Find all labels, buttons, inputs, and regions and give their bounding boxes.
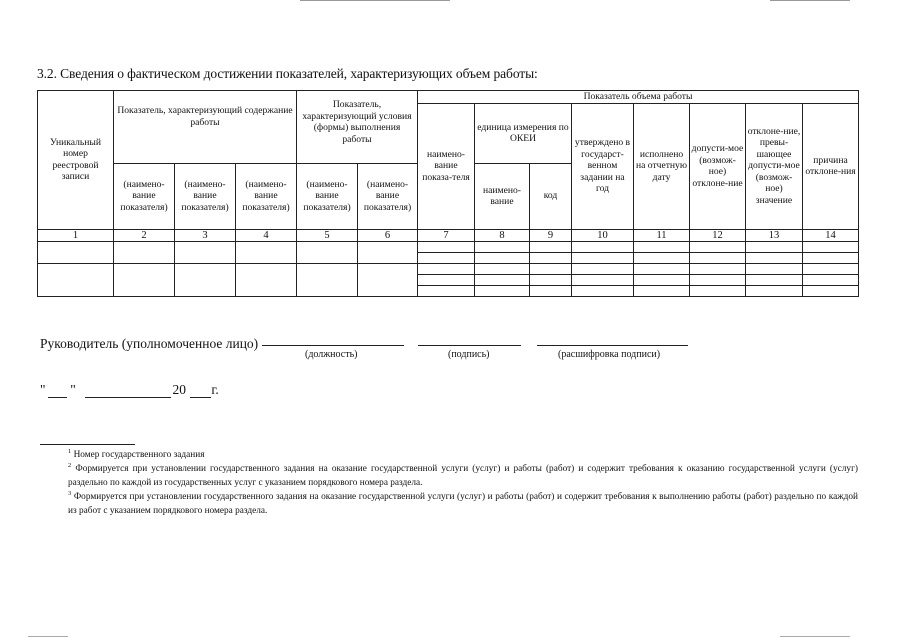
table-cell xyxy=(475,274,530,285)
table-cell xyxy=(530,285,572,296)
column-number: 14 xyxy=(803,229,859,241)
column-number: 10 xyxy=(572,229,634,241)
column-number: 6 xyxy=(358,229,418,241)
table-cell xyxy=(634,274,690,285)
table-cell xyxy=(746,241,803,252)
table-cell xyxy=(690,263,746,274)
table-cell xyxy=(358,241,418,263)
column-number: 7 xyxy=(418,229,475,241)
position-caption: (должность) xyxy=(305,349,358,360)
footnotes xyxy=(40,448,858,518)
footnote-separator xyxy=(40,444,135,445)
signature-decoding-field[interactable] xyxy=(537,345,688,346)
year-underline xyxy=(190,397,211,398)
table-cell xyxy=(114,241,175,263)
table-cell xyxy=(38,241,114,263)
decoding-caption: (расшифровка подписи) xyxy=(558,349,661,360)
header-volume-group: Показатель объема работы xyxy=(418,91,859,104)
section-title: 3.2. Сведения о фактическом достижении показателей, характеризующих объем работы: xyxy=(37,66,538,81)
month-underline xyxy=(85,397,171,398)
table-cell xyxy=(572,252,634,263)
header-conditions-group: Показатель, характеризующий условия (формы) выполнения работы xyxy=(297,91,418,164)
subheader-unit-code: код xyxy=(530,163,572,229)
date-close-quote: " xyxy=(70,382,76,397)
subheader-content-2: (наимено-вание показателя) xyxy=(175,163,236,229)
day-underline xyxy=(48,397,67,398)
work-volume-table xyxy=(37,90,859,297)
subheader-conditions-2: (наимено-вание показателя) xyxy=(358,163,418,229)
subheader-content-3: (наимено-вание показателя) xyxy=(236,163,297,229)
column-number: 1 xyxy=(38,229,114,241)
table-cell xyxy=(634,252,690,263)
table-cell xyxy=(38,263,114,296)
footnote-text: Формируется при установлении государственного задания на оказание государственной услуги (услуг) и работы (работ) и содержит требования к выполнению работы (работ) раздельно по каждой из работ с указанием порядкового номера раздела. xyxy=(68,492,858,516)
table-cell xyxy=(803,263,859,274)
table-cell xyxy=(475,263,530,274)
table-cell xyxy=(746,274,803,285)
table-cell xyxy=(297,263,358,296)
table-cell xyxy=(690,285,746,296)
scan-edge-line xyxy=(770,0,850,1)
header-unit-group: единица измерения по ОКЕИ xyxy=(475,103,572,163)
scan-edge-line xyxy=(28,636,68,637)
footnote-text: Формируется при установлении государственного задания на оказание государственной услуги (услуг) и работы (работ) и содержит требования к оказанию государственной услуги (услуг) раздельно по каждой из государственных услуг с указанием порядкового номера раздела. xyxy=(68,464,858,488)
table-cell xyxy=(114,263,175,296)
table-cell xyxy=(236,241,297,263)
table-cell xyxy=(803,285,859,296)
table-cell xyxy=(746,285,803,296)
column-number: 12 xyxy=(690,229,746,241)
header-allowed-deviation: допусти-мое (возмож-ное) отклоне-ние xyxy=(690,103,746,229)
table-cell xyxy=(803,274,859,285)
table-cell xyxy=(418,274,475,285)
footnote-mark: 2 xyxy=(68,462,72,469)
table-cell xyxy=(572,241,634,252)
footnote-text: Номер государственного задания xyxy=(73,450,205,460)
signature-label: Руководитель (уполномоченное лицо) xyxy=(40,336,259,351)
table-cell xyxy=(418,241,475,252)
date-year-suffix: г. xyxy=(211,382,219,397)
footnote-2 xyxy=(40,462,858,490)
column-number-row xyxy=(38,229,859,241)
date-line xyxy=(40,382,219,398)
table-cell xyxy=(690,241,746,252)
table-cell xyxy=(530,263,572,274)
footnote-1 xyxy=(40,448,858,462)
header-content-group: Показатель, характеризующий содержание работы xyxy=(114,91,297,164)
signature-caption: (подпись) xyxy=(448,349,490,360)
table-cell xyxy=(530,241,572,252)
scan-edge-line xyxy=(300,0,450,1)
table-cell xyxy=(418,252,475,263)
table-cell xyxy=(572,285,634,296)
header-deviation-reason: причина отклоне-ния xyxy=(803,103,859,229)
subheader-conditions-1: (наимено-вание показателя) xyxy=(297,163,358,229)
scan-edge-line xyxy=(780,636,850,637)
table-cell xyxy=(634,263,690,274)
table-cell xyxy=(634,285,690,296)
header-executed: исполнено на отчетную дату xyxy=(634,103,690,229)
date-year-prefix: 20 xyxy=(172,382,187,397)
table-cell xyxy=(418,285,475,296)
column-number: 11 xyxy=(634,229,690,241)
column-number: 2 xyxy=(114,229,175,241)
table-cell xyxy=(297,241,358,263)
table-cell xyxy=(475,252,530,263)
subheader-unit-name: наимено-вание xyxy=(475,163,530,229)
table-cell xyxy=(475,285,530,296)
table-row xyxy=(38,241,859,252)
table-cell xyxy=(475,241,530,252)
signature-field[interactable] xyxy=(418,345,521,346)
date-open-quote: " xyxy=(40,382,46,397)
table-cell xyxy=(236,263,297,296)
header-approved: утверждено в государст-венном задании на год xyxy=(572,103,634,229)
table-cell xyxy=(690,274,746,285)
table-cell xyxy=(572,263,634,274)
header-unique-number: Уникальный номер реестровой записи xyxy=(38,91,114,230)
column-number: 13 xyxy=(746,229,803,241)
column-number: 4 xyxy=(236,229,297,241)
table-cell xyxy=(803,241,859,252)
subheader-content-1: (наимено-вание показателя) xyxy=(114,163,175,229)
table-cell xyxy=(634,241,690,252)
column-number: 8 xyxy=(475,229,530,241)
column-number: 5 xyxy=(297,229,358,241)
table-cell xyxy=(746,263,803,274)
table-cell xyxy=(572,274,634,285)
column-number: 9 xyxy=(530,229,572,241)
header-exceeding-deviation: отклоне-ние, превы-шающее допусти-мое (возмож-ное) значение xyxy=(746,103,803,229)
column-number: 3 xyxy=(175,229,236,241)
footnote-3 xyxy=(40,490,858,518)
header-indicator-name: наимено-вание показа-теля xyxy=(418,103,475,229)
table-cell xyxy=(530,274,572,285)
table-cell xyxy=(690,252,746,263)
table-cell xyxy=(358,263,418,296)
table-cell xyxy=(175,241,236,263)
table-cell xyxy=(803,252,859,263)
table-cell xyxy=(530,252,572,263)
table-row xyxy=(38,263,859,274)
footnote-mark: 3 xyxy=(68,490,72,497)
footnote-mark: 1 xyxy=(68,448,72,455)
table-cell xyxy=(746,252,803,263)
table-cell xyxy=(418,263,475,274)
table-cell xyxy=(175,263,236,296)
position-field[interactable] xyxy=(262,345,404,346)
